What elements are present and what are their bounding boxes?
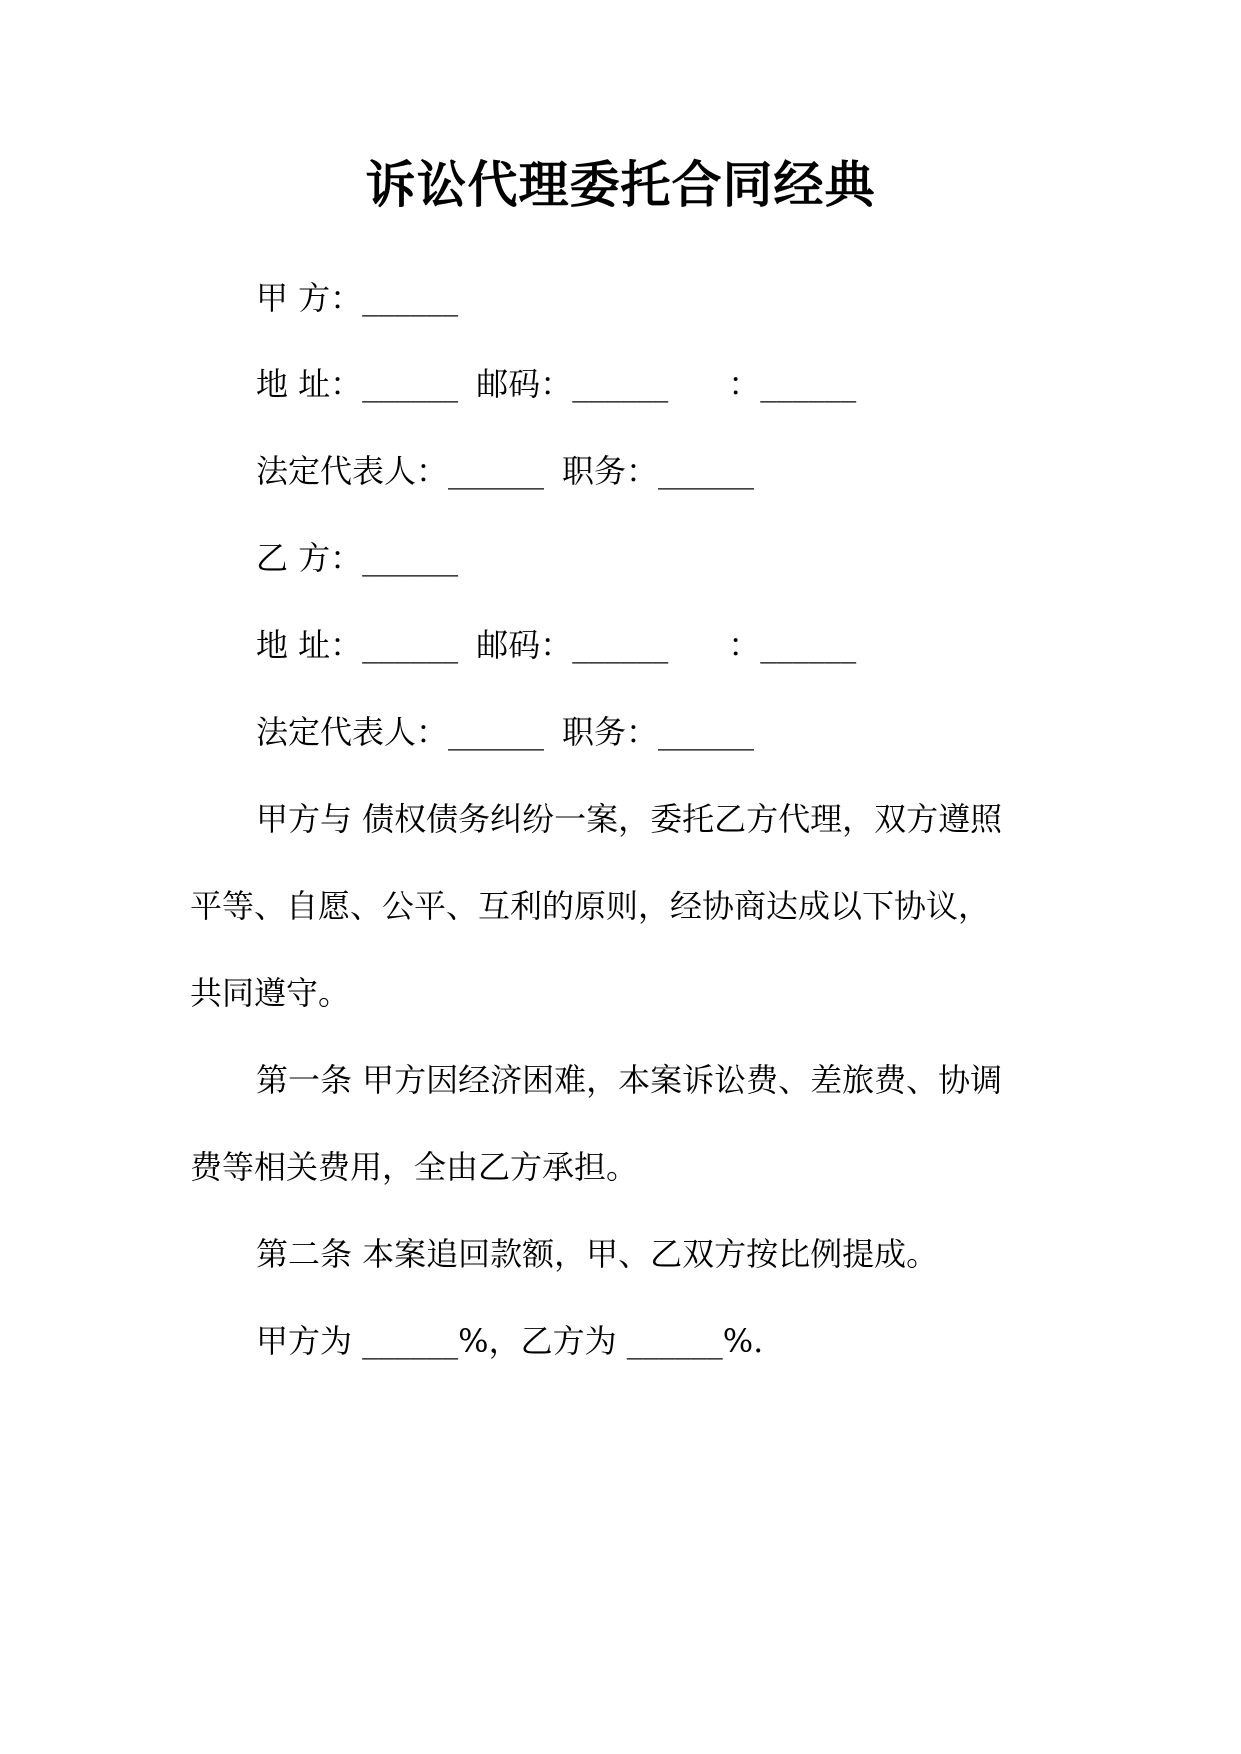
party-b-address-line	[256, 623, 856, 667]
party-a-name-line	[256, 276, 458, 320]
preamble-line-2: 平等、自愿、公平、互利的原则，经协商达成以下协议，	[190, 887, 991, 925]
document-title: 诉讼代理委托合同经典	[365, 155, 876, 214]
party-b-name-line	[256, 536, 458, 580]
party-a-address: 地 址：______	[256, 365, 459, 403]
article-2-line-1: 第二条 本案追回款额，甲、乙双方按比例提成。	[256, 1235, 939, 1273]
party-b-address: 地 址：______	[256, 626, 459, 664]
party-b-phone: ：______	[728, 626, 857, 664]
party-a-phone: ：______	[728, 365, 857, 403]
party-b-name: 乙 方：______	[256, 539, 459, 577]
preamble-line-3: 共同遵守。	[190, 974, 351, 1012]
article-2-line-2: 甲方为 ______%，乙方为 ______%.	[256, 1322, 764, 1360]
party-b-position: 职务：______	[562, 713, 755, 751]
party-a-postcode: 邮码：______	[476, 365, 669, 403]
preamble-line-1: 甲方与 债权债务纠纷一案，委托乙方代理，双方遵照	[256, 800, 1003, 838]
article-1-line-2: 费等相关费用，全由乙方承担。	[190, 1148, 639, 1186]
article-1-line-1: 第一条 甲方因经济困难，本案诉讼费、差旅费、协调	[256, 1061, 1003, 1099]
party-a-address-line	[256, 362, 856, 406]
party-b-legal-rep-line	[256, 710, 754, 754]
party-a-name: 甲 方：______	[256, 279, 459, 317]
party-b-legal-rep: 法定代表人：______	[256, 713, 545, 751]
party-a-position: 职务：______	[562, 452, 755, 490]
party-b-postcode: 邮码：______	[476, 626, 669, 664]
party-a-legal-rep: 法定代表人：______	[256, 452, 545, 490]
party-a-legal-rep-line	[256, 449, 754, 493]
